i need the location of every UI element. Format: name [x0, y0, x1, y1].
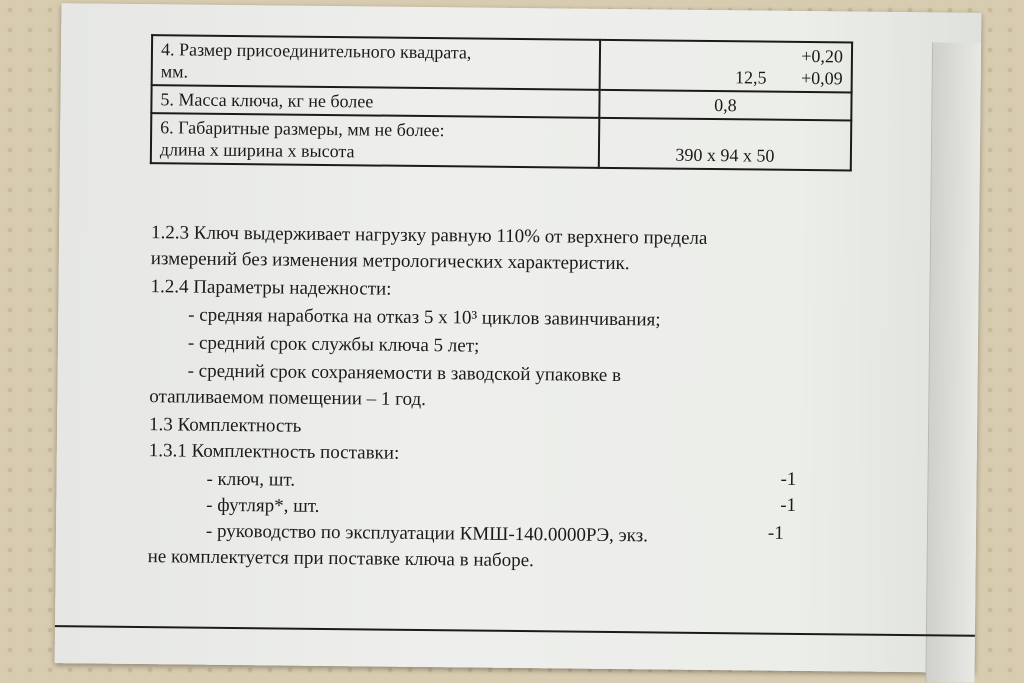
- table-cell-value: 12,5 +0,20 +0,09: [600, 40, 853, 93]
- table-cell-value: 0,8: [599, 90, 851, 121]
- table-cell-value: 390 х 94 х 50: [599, 118, 852, 171]
- paragraph-1-2-3-line2: измерений без изменения метрологических характеристик.: [150, 248, 630, 275]
- bottom-rule: [55, 625, 975, 637]
- reliability-item-cont: отапливаемом помещении – 1 год.: [149, 386, 427, 411]
- specs-table: [150, 34, 853, 171]
- reliability-item: - средний срок службы ключа 5 лет;: [187, 332, 480, 357]
- reliability-item: - средняя наработка на отказ 5 х 10³ циклов завинчивания;: [188, 304, 661, 331]
- footnote: не комплектуется при поставке ключа в наборе.: [147, 546, 534, 572]
- section-1-3-1-title: 1.3.1 Комплектность поставки:: [148, 440, 400, 464]
- table-cell-label: 4. Размер присоединительного квадрата, мм.: [152, 35, 600, 90]
- list-item: - футляр*, шт.: [206, 494, 320, 517]
- paragraph-1-2-3-line1: 1.2.3 Ключ выдерживает нагрузку равную 110% от верхнего предела: [150, 222, 708, 249]
- list-item-qty: -1: [780, 468, 797, 490]
- list-item-qty: -1: [780, 494, 797, 516]
- table-cell-label: 6. Габаритные размеры, мм не более: длина х ширина х высота: [151, 113, 599, 168]
- section-1-2-4-title: 1.2.4 Параметры надежности:: [150, 276, 392, 300]
- tolerance: +0,20 +0,09: [800, 45, 844, 89]
- list-item-qty: -1: [767, 522, 784, 544]
- section-1-3-title: 1.3 Комплектность: [148, 414, 302, 437]
- reliability-item: - средний срок сохраняемости в заводской упаковке в: [187, 360, 622, 387]
- table-row: [151, 113, 851, 170]
- list-item: - ключ, шт.: [206, 468, 296, 491]
- list-item: - руководство по эксплуатации КМШ-140.0000РЭ, экз.: [205, 520, 649, 547]
- document-page: [55, 3, 982, 673]
- table-cell-label: 5. Масса ключа, кг не более: [151, 85, 599, 118]
- table-row: [152, 35, 852, 92]
